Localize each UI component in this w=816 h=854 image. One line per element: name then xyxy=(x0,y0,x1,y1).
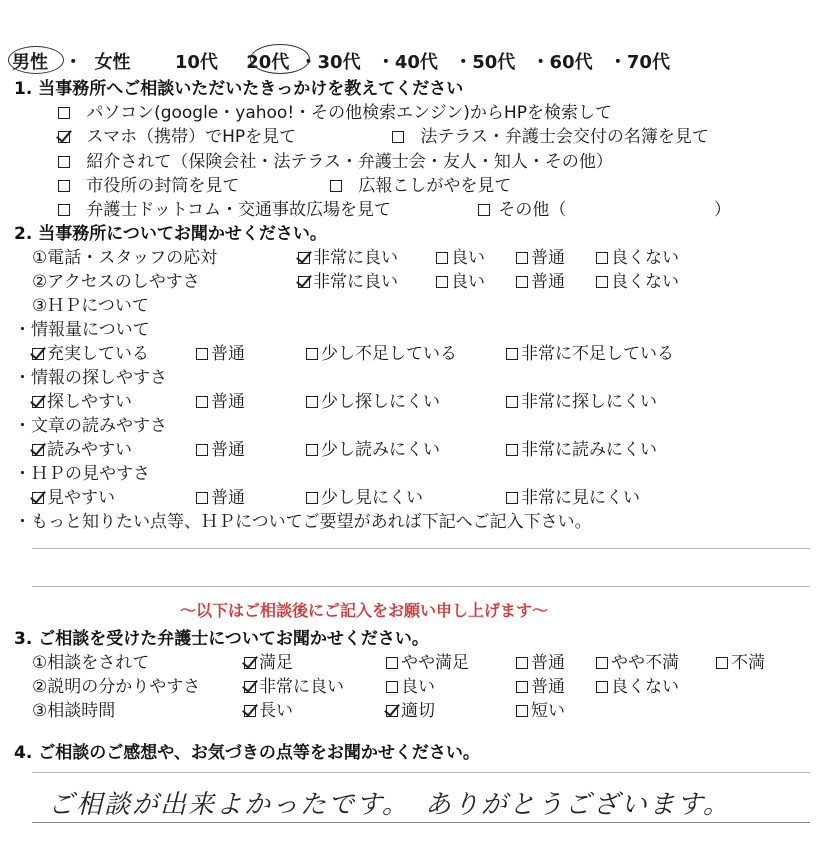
comment-line-bottom xyxy=(32,822,810,823)
checkbox-icon[interactable] xyxy=(32,396,44,408)
request-line-2[interactable] xyxy=(32,586,810,587)
q2-visibility-opt-0[interactable]: 見やすい xyxy=(32,483,115,508)
q1-option-koho[interactable]: 広報こしがやを見て xyxy=(330,171,511,196)
q3-title: 3. ご相談を受けた弁護士についてお聞かせください。 xyxy=(14,629,429,649)
q3-explain-label: ②説明の分かりやすさ xyxy=(32,677,201,697)
q2-access-opt-1[interactable]: 良い xyxy=(436,267,485,292)
q1-option-bengoshi-dotcom[interactable]: 弁護士ドットコム・交通事故広場を見て xyxy=(58,195,391,220)
age-10s: 10代 xyxy=(174,52,218,73)
q2-info-amount-opt-2[interactable]: 少し不足している xyxy=(306,339,457,364)
checkbox-icon[interactable] xyxy=(506,348,518,360)
q2-visibility-opt-1[interactable]: 普通 xyxy=(196,483,245,508)
checkbox-icon[interactable] xyxy=(244,681,256,693)
request-line-1[interactable] xyxy=(32,548,810,549)
checkbox-icon[interactable] xyxy=(32,444,44,456)
q2-visibility-opt-2[interactable]: 少し見にくい xyxy=(306,483,423,508)
checkbox-icon[interactable] xyxy=(306,444,318,456)
checkbox-icon[interactable] xyxy=(436,276,448,288)
age-30s: ・30代 xyxy=(299,52,361,73)
q3-time-opt-2[interactable]: 短い xyxy=(516,696,565,721)
q2-findability-opt-0[interactable]: 探しやすい xyxy=(32,387,132,412)
q2-phone-opt-2[interactable]: 普通 xyxy=(516,243,565,268)
q3-time-opt-1[interactable]: 適切 xyxy=(386,696,435,721)
q1-option-6-checkbox[interactable] xyxy=(58,204,70,216)
checkbox-icon[interactable] xyxy=(516,657,528,669)
q1-title: 1. 当事務所へご相談いただいたきっかけを教えてください xyxy=(14,79,464,99)
checkbox-icon[interactable] xyxy=(506,396,518,408)
age-20s: 20代 xyxy=(246,52,290,73)
checkbox-icon[interactable] xyxy=(436,252,448,264)
q2-visibility-opt-3[interactable]: 非常に見にくい xyxy=(506,483,640,508)
post-consultation-notice: ～以下はご相談後にご記入をお願い申し上げます～ xyxy=(180,601,549,620)
q3-consult-opt-0[interactable]: 満足 xyxy=(244,648,293,673)
q2-readability-opt-3[interactable]: 非常に読みにくい xyxy=(506,435,657,460)
q2-findability-opt-2[interactable]: 少し探しにくい xyxy=(306,387,440,412)
age-60s: ・60代 xyxy=(531,52,593,73)
q1-option-pc[interactable]: パソコン(google・yahoo!・その他検索エンジン)からHPを検索して xyxy=(58,98,612,123)
q1-option-3-checkbox[interactable] xyxy=(58,156,70,168)
checkbox-icon[interactable] xyxy=(516,252,528,264)
q2-visibility-label: ・ＨＰの見やすさ xyxy=(14,464,150,484)
checkbox-icon[interactable] xyxy=(716,657,728,669)
checkbox-icon[interactable] xyxy=(596,681,608,693)
checkbox-icon[interactable] xyxy=(516,705,528,717)
q1-other-close-paren: ） xyxy=(714,200,731,220)
checkbox-icon[interactable] xyxy=(386,681,398,693)
q3-explain-opt-2[interactable]: 普通 xyxy=(516,672,565,697)
comment-line-top xyxy=(32,772,810,773)
q3-time-opt-0[interactable]: 長い xyxy=(244,696,293,721)
q3-consult-opt-3[interactable]: やや不満 xyxy=(596,648,679,673)
q2-access-label: ②アクセスのしやすさ xyxy=(32,272,200,292)
q2-phone-label: ①電話・スタッフの応対 xyxy=(32,248,218,268)
age-20s-selection-circle xyxy=(250,44,310,74)
q3-consult-opt-4[interactable]: 不満 xyxy=(716,648,765,673)
age-50s: ・50代 xyxy=(454,52,516,73)
q2-hp-label: ③ＨＰについて xyxy=(32,296,149,316)
q3-explain-opt-1[interactable]: 良い xyxy=(386,672,435,697)
q2-readability-opt-0[interactable]: 読みやすい xyxy=(32,435,132,460)
checkbox-icon[interactable] xyxy=(306,492,318,504)
checkbox-icon[interactable] xyxy=(306,348,318,360)
checkbox-icon[interactable] xyxy=(386,705,398,717)
checkbox-icon[interactable] xyxy=(506,444,518,456)
demographics-row xyxy=(12,48,670,74)
q2-readability-opt-2[interactable]: 少し読みにくい xyxy=(306,435,440,460)
q1-option-other[interactable]: その他（ xyxy=(478,195,566,220)
q2-info-amount-opt-1[interactable]: 普通 xyxy=(196,339,245,364)
q2-phone-opt-3[interactable]: 良くない xyxy=(596,243,679,268)
q1-option-2-checkbox[interactable] xyxy=(392,131,404,143)
checkbox-icon[interactable] xyxy=(506,492,518,504)
checkbox-icon[interactable] xyxy=(386,657,398,669)
checkbox-icon[interactable] xyxy=(196,444,208,456)
q1-option-0-checkbox[interactable] xyxy=(58,107,70,119)
gender-separator: ・ xyxy=(64,52,83,73)
q1-option-4-checkbox[interactable] xyxy=(58,180,70,192)
checkbox-icon[interactable] xyxy=(298,252,310,264)
q2-title: 2. 当事務所についてお聞かせください。 xyxy=(14,224,327,244)
gender-male: 男性 xyxy=(12,52,48,73)
q2-access-opt-2[interactable]: 普通 xyxy=(516,267,565,292)
checkbox-icon[interactable] xyxy=(244,705,256,717)
q2-info-amount-opt-3[interactable]: 非常に不足している xyxy=(506,339,674,364)
q2-phone-opt-1[interactable]: 良い xyxy=(436,243,485,268)
q1-option-smartphone[interactable]: スマホ（携帯）でHPを見て xyxy=(58,122,296,147)
checkbox-icon[interactable] xyxy=(596,276,608,288)
checkbox-icon[interactable] xyxy=(516,276,528,288)
q2-findability-label: ・情報の探しやすさ xyxy=(14,368,167,388)
checkbox-icon[interactable] xyxy=(196,492,208,504)
age-40s: ・40代 xyxy=(376,52,438,73)
q2-readability-label: ・文章の読みやすさ xyxy=(14,416,167,436)
q2-findability-opt-3[interactable]: 非常に探しにくい xyxy=(506,387,657,412)
q3-time-label: ③相談時間 xyxy=(32,701,116,721)
checkbox-icon[interactable] xyxy=(32,348,44,360)
q3-consult-opt-2[interactable]: 普通 xyxy=(516,648,565,673)
checkbox-icon[interactable] xyxy=(196,396,208,408)
q2-info-amount-label: ・情報量について xyxy=(14,320,150,340)
checkbox-icon[interactable] xyxy=(196,348,208,360)
checkbox-icon[interactable] xyxy=(244,657,256,669)
male-selection-circle xyxy=(8,46,64,74)
q1-option-7-checkbox[interactable] xyxy=(478,204,490,216)
checkbox-icon[interactable] xyxy=(516,681,528,693)
q1-option-city-envelope[interactable]: 市役所の封筒を見て xyxy=(58,171,239,196)
q1-option-1-checkbox[interactable] xyxy=(58,131,70,143)
q3-consult-label: ①相談をされて xyxy=(32,653,150,673)
q2-access-opt-0[interactable]: 非常に良い xyxy=(298,267,398,292)
q2-findability-opt-1[interactable]: 普通 xyxy=(196,387,245,412)
q2-readability-opt-1[interactable]: 普通 xyxy=(196,435,245,460)
checkbox-icon[interactable] xyxy=(596,657,608,669)
checkbox-icon[interactable] xyxy=(298,276,310,288)
q2-phone-opt-0[interactable]: 非常に良い xyxy=(298,243,398,268)
q2-info-amount-opt-0[interactable]: 充実している xyxy=(32,339,149,364)
checkbox-icon[interactable] xyxy=(306,396,318,408)
q4-title: 4. ご相談のご感想や、お気づきの点等をお聞かせください。 xyxy=(14,743,480,763)
q1-option-houterasu[interactable]: 法テラス・弁護士会交付の名簿を見て xyxy=(392,122,709,147)
q2-access-opt-3[interactable]: 良くない xyxy=(596,267,679,292)
q1-option-referral[interactable]: 紹介されて（保険会社・法テラス・弁護士会・友人・知人・その他） xyxy=(58,147,613,172)
q3-explain-opt-3[interactable]: 良くない xyxy=(596,672,679,697)
q3-explain-opt-0[interactable]: 非常に良い xyxy=(244,672,344,697)
handwritten-comment[interactable]: ご相談が出来よかったです。 ありがとうございます。 xyxy=(48,790,731,820)
gender-female: 女性 xyxy=(94,52,131,73)
age-70s: ・70代 xyxy=(608,52,670,73)
q2-request-prompt: ・もっと知りたい点等、ＨＰについてご要望があれば下記へご記入下さい。 xyxy=(14,512,592,532)
q3-consult-opt-1[interactable]: やや満足 xyxy=(386,648,469,673)
q1-option-5-checkbox[interactable] xyxy=(330,180,342,192)
checkbox-icon[interactable] xyxy=(32,492,44,504)
checkbox-icon[interactable] xyxy=(596,252,608,264)
